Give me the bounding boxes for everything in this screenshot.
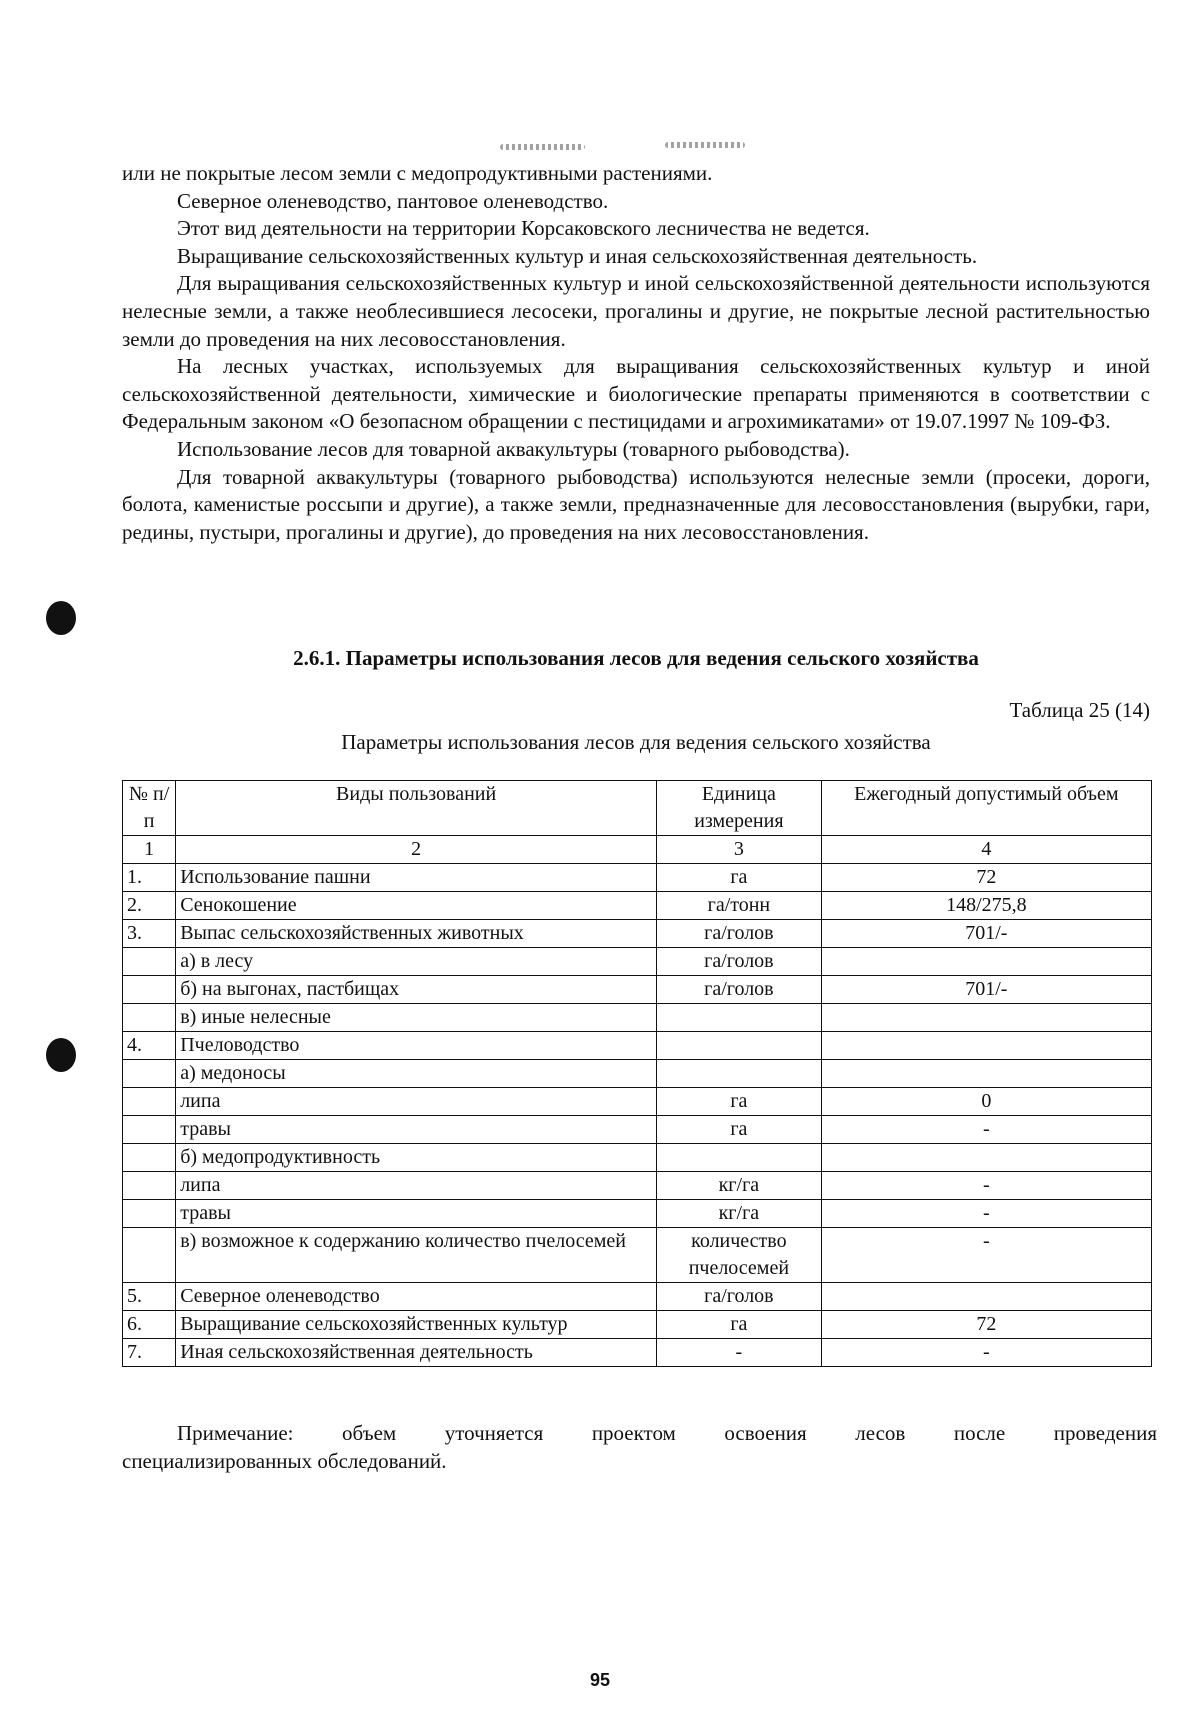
paragraph: Для товарной аквакультуры (товарного рыбоводства) используются нелесные земли (просеки, дороги, болота, каменистые россыпи и другие), а также земли, предназначенные для лесовосстановления (вырубки, гари, редины, пустыри, прогалины и другие), до проведения на них лесовосстановления. (122, 464, 1150, 544)
volume-cell: 0 (821, 1088, 1151, 1116)
note-word: проведения (1053, 1421, 1157, 1445)
unit-cell (657, 1032, 822, 1060)
table-row (123, 948, 1152, 976)
volume-cell: 72 (821, 1311, 1151, 1339)
row-number-cell: 6. (123, 1311, 176, 1339)
table-row (123, 1228, 1152, 1283)
table-row (123, 1172, 1152, 1200)
row-number-cell (123, 1228, 176, 1283)
table-row (123, 864, 1152, 892)
use-type-cell: б) на выгонах, пастбищах (176, 976, 657, 1004)
volume-cell: - (821, 1116, 1151, 1144)
index-cell: 1 (123, 836, 176, 864)
paragraph: Выращивание сельскохозяйственных культур и иная сельскохозяйственная деятельность. (177, 243, 978, 268)
volume-cell (821, 1283, 1151, 1311)
use-type-cell: в) возможное к содержанию количество пчелосемей (176, 1228, 657, 1283)
row-number-cell: 7. (123, 1339, 176, 1367)
unit-cell (657, 1004, 822, 1032)
table-body (123, 864, 1152, 1367)
unit-cell: га/голов (657, 948, 822, 976)
scan-artifact (665, 142, 745, 148)
unit-cell: количество пчелосемей (657, 1228, 822, 1283)
volume-cell: 701/- (821, 976, 1151, 1004)
use-type-cell: липа (176, 1172, 657, 1200)
forest-use-table (122, 780, 1152, 1367)
table-row (123, 1144, 1152, 1172)
paragraph: На лесных участках, используемых для выращивания сельскохозяйственных культур и иной сельскохозяйственной деятельности, химические и биологические препараты применяются в соответствии с Федеральным законом «О безопасном обращении с пестицидами и агрохимикатами» от 19.07.1997 № 109-ФЗ. (122, 354, 1150, 434)
note-word: освоения (724, 1421, 807, 1445)
volume-cell: - (821, 1339, 1151, 1367)
use-type-cell: а) медоносы (176, 1060, 657, 1088)
use-type-cell: Использование пашни (176, 864, 657, 892)
row-number-cell (123, 948, 176, 976)
volume-cell: 701/- (821, 920, 1151, 948)
paragraph: Северное оленеводство, пантовое оленеводство. (177, 188, 609, 213)
use-type-cell: липа (176, 1088, 657, 1116)
use-type-cell: а) в лесу (176, 948, 657, 976)
volume-cell: - (821, 1200, 1151, 1228)
volume-cell: 148/275,8 (821, 892, 1151, 920)
use-type-cell: травы (176, 1200, 657, 1228)
volume-cell: - (821, 1228, 1151, 1283)
unit-cell: га/голов (657, 1283, 822, 1311)
use-type-cell: б) медопродуктивность (176, 1144, 657, 1172)
note-word: объем (342, 1421, 397, 1445)
volume-cell (821, 1032, 1151, 1060)
unit-cell: га/тонн (657, 892, 822, 920)
index-cell: 3 (657, 836, 822, 864)
unit-cell: кг/га (657, 1200, 822, 1228)
table-row (123, 920, 1152, 948)
note-line-2: специализированных обследований. (122, 1448, 447, 1473)
note-word: после (953, 1421, 1006, 1445)
note-word: Примечание: (177, 1421, 294, 1445)
table-row (123, 1060, 1152, 1088)
header-unit: Единица измерения (657, 781, 822, 836)
note-word: уточняется (444, 1421, 544, 1445)
paragraph: или не покрытые лесом земли с медопродуктивными растениями. (122, 161, 713, 185)
note-word: проектом (591, 1421, 676, 1445)
use-type-cell: Выпас сельскохозяйственных животных (176, 920, 657, 948)
row-number-cell: 1. (123, 864, 176, 892)
row-number-cell (123, 1060, 176, 1088)
unit-cell: га/голов (657, 976, 822, 1004)
header-num: № п/п (123, 781, 176, 836)
unit-cell: кг/га (657, 1172, 822, 1200)
note-line-1 (122, 1420, 1157, 1448)
row-number-cell: 4. (123, 1032, 176, 1060)
use-type-cell: Северное оленеводство (176, 1283, 657, 1311)
row-number-cell (123, 1172, 176, 1200)
row-number-cell (123, 1088, 176, 1116)
use-type-cell: Иная сельскохозяйственная деятельность (176, 1339, 657, 1367)
table-title: Параметры использования лесов для ведения сельского хозяйства (341, 730, 931, 754)
volume-cell: 72 (821, 864, 1151, 892)
unit-cell: га/голов (657, 920, 822, 948)
use-type-cell: Пчеловодство (176, 1032, 657, 1060)
header-volume: Ежегодный допустимый объем (821, 781, 1151, 836)
table-row (123, 1339, 1152, 1367)
page-number: 95 (589, 1670, 611, 1690)
use-type-cell: Выращивание сельскохозяйственных культур (176, 1311, 657, 1339)
table-row (123, 1116, 1152, 1144)
index-cell: 4 (821, 836, 1151, 864)
unit-cell: - (657, 1339, 822, 1367)
table-row (123, 1311, 1152, 1339)
paragraph: Использование лесов для товарной аквакультуры (товарного рыбоводства). (177, 436, 850, 461)
punch-hole (46, 1038, 76, 1072)
table-row (123, 1032, 1152, 1060)
volume-cell (821, 948, 1151, 976)
table-row (123, 1088, 1152, 1116)
table-row (123, 892, 1152, 920)
header-kind: Виды пользований (176, 781, 657, 836)
table-note (122, 1420, 1157, 1475)
punch-hole (46, 601, 76, 635)
use-type-cell: в) иные нелесные (176, 1004, 657, 1032)
row-number-cell: 5. (123, 1283, 176, 1311)
column-index-row (123, 836, 1152, 864)
row-number-cell (123, 976, 176, 1004)
unit-cell (657, 1060, 822, 1088)
volume-cell (821, 1144, 1151, 1172)
row-number-cell: 2. (123, 892, 176, 920)
table-row (123, 976, 1152, 1004)
index-cell: 2 (176, 836, 657, 864)
table-header-row (123, 781, 1152, 836)
row-number-cell (123, 1200, 176, 1228)
use-type-cell: Сенокошение (176, 892, 657, 920)
unit-cell: га (657, 1088, 822, 1116)
table-row (123, 1283, 1152, 1311)
table-row (123, 1004, 1152, 1032)
paragraph: Для выращивания сельскохозяйственных культур и иной сельскохозяйственной деятельности используются нелесные земли, а также необлесившиеся лесосеки, прогалины и другие, не покрытые лесной растительностью земли до проведения на них лесовосстановления. (122, 271, 1150, 351)
table-row (123, 1200, 1152, 1228)
table-number: Таблица 25 (14) (1009, 698, 1150, 722)
row-number-cell (123, 1144, 176, 1172)
volume-cell (821, 1004, 1151, 1032)
section-heading: 2.6.1. Параметры использования лесов для ведения сельского хозяйства (293, 646, 979, 670)
row-number-cell (123, 1004, 176, 1032)
unit-cell: га (657, 1116, 822, 1144)
unit-cell: га (657, 864, 822, 892)
unit-cell (657, 1144, 822, 1172)
intro-text (122, 160, 1150, 546)
row-number-cell: 3. (123, 920, 176, 948)
row-number-cell (123, 1116, 176, 1144)
note-word: лесов (855, 1421, 906, 1445)
use-type-cell: травы (176, 1116, 657, 1144)
volume-cell (821, 1060, 1151, 1088)
volume-cell: - (821, 1172, 1151, 1200)
unit-cell: га (657, 1311, 822, 1339)
paragraph: Этот вид деятельности на территории Корсаковского лесничества не ведется. (177, 216, 870, 241)
scan-artifact (500, 144, 585, 150)
